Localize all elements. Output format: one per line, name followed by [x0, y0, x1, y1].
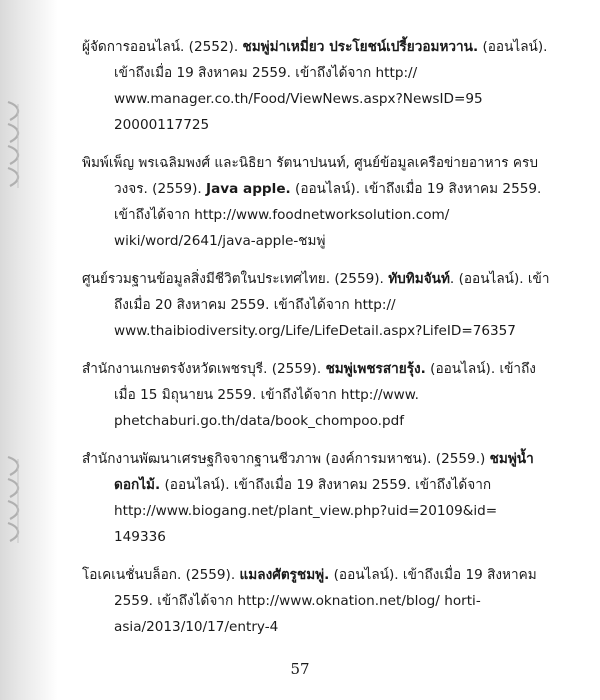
reference-title: ชมพู่ม่าเหมี่ยว ประโยชน์เปรี้ยวอมหวาน.: [242, 39, 479, 55]
reference-entry: [82, 266, 552, 344]
reference-entry: [82, 446, 552, 550]
reference-title: ทับทิมจันท์: [388, 271, 450, 287]
reference-author: ผู้จัดการออนไลน์. (2552).: [82, 39, 243, 55]
reference-entry: [82, 34, 552, 138]
page-number: 57: [290, 660, 310, 678]
decorative-border-ornament-bottom: [4, 455, 30, 545]
reference-details: . (ออนไลน์). เข้าถึงเมื่อ 20 สิงหาคม 2559. เข้าถึงได้จาก http:// www.thaibiodiversity.org/Life/LifeDetail.aspx?LifeID=76357: [114, 271, 550, 339]
reference-author: พิมพ์เพ็ญ พรเฉลิมพงศ์ และนิธิยา รัตนาปนนท์, ศูนย์ข้อมูลเครือข่ายอาหาร ครบวงจร. (2559).: [82, 155, 538, 197]
reference-author: โอเคเนชั่นบล็อก. (2559).: [82, 567, 240, 583]
page-binding-shadow: [0, 0, 58, 700]
reference-author: ศูนย์รวมฐานข้อมูลสิ่งมีชีวิตในประเทศไทย. (2559).: [82, 271, 389, 287]
reference-title: แมลงศัตรูชมพู่.: [239, 567, 330, 583]
reference-entry: [82, 150, 552, 254]
decorative-border-ornament-top: [4, 100, 30, 190]
reference-title: ชมพู่น้ำดอกไม้.: [114, 451, 534, 493]
reference-entry: [82, 356, 552, 434]
reference-details: (ออนไลน์). เข้าถึงเมื่อ 19 สิงหาคม 2559. เข้าถึงได้จาก http:// www.manager.co.th/Food/ViewNews.aspx?NewsID=95 20000117725: [114, 39, 548, 133]
reference-title: ชมพู่เพชรสายรุ้ง.: [325, 361, 426, 377]
reference-details: (ออนไลน์). เข้าถึงเมื่อ 19 สิงหาคม 2559. เข้าถึงได้จาก http://www.oknation.net/blog/ horti-asia/2013/10/17/entry-4: [114, 567, 537, 635]
reference-details: (ออนไลน์). เข้าถึงเมื่อ 19 สิงหาคม 2559. เข้าถึงได้จาก http://www.foodnetworksolution.com/ wiki/word/2641/java-apple-ชมพู่: [114, 181, 542, 249]
reference-list: [82, 34, 552, 652]
reference-entry: [82, 562, 552, 640]
reference-details: (ออนไลน์). เข้าถึงเมื่อ 19 สิงหาคม 2559. เข้าถึงได้จาก http://www.biogang.net/plant_view.php?uid=20109&id= 149336: [114, 477, 498, 545]
reference-author: สำนักงานเกษตรจังหวัดเพชรบุรี. (2559).: [82, 361, 326, 377]
reference-author: สำนักงานพัฒนาเศรษฐกิจจากฐานชีวภาพ (องค์การมหาชน). (2559.): [82, 451, 490, 467]
reference-details: (ออนไลน์). เข้าถึงเมื่อ 15 มิถุนายน 2559. เข้าถึงได้จาก http://www. phetchaburi.go.th/data/book_chompoo.pdf: [114, 361, 536, 429]
reference-title: Java apple.: [206, 181, 291, 197]
